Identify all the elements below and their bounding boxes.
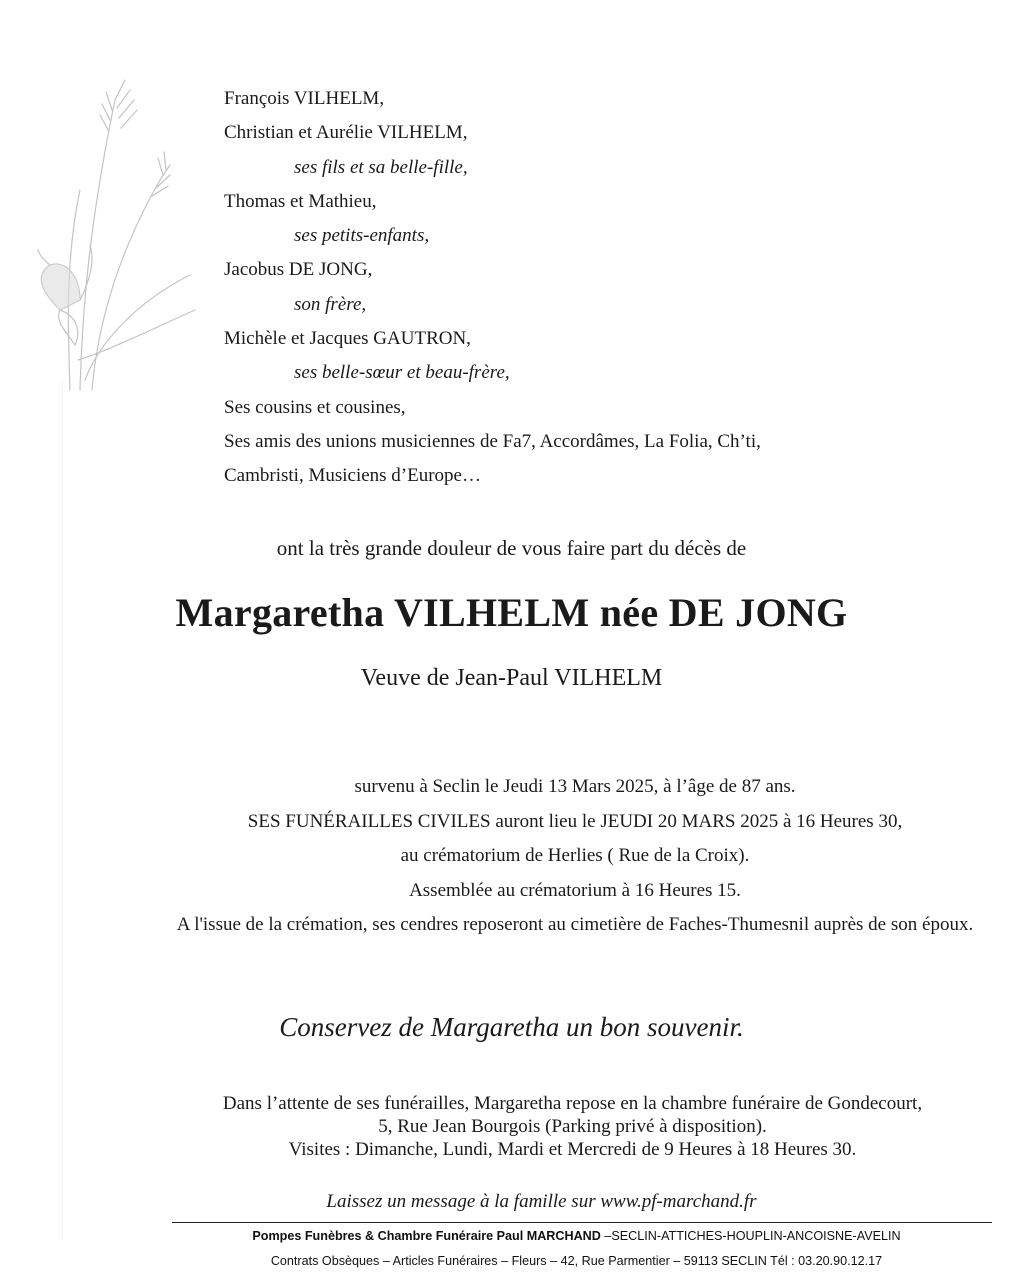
resting-line: Visites : Dimanche, Lundi, Mardi et Mercredi de 9 Heures à 18 Heures 30. (288, 1139, 857, 1160)
family-relation: son frère, (294, 293, 367, 315)
message-link[interactable]: Laissez un message à la famille sur www.pf-marchand.fr (326, 1191, 757, 1212)
family-relation: ses fils et sa belle-fille, (294, 156, 468, 178)
footer-divider (172, 1222, 992, 1223)
family-line: François VILHELM, (224, 88, 385, 109)
family-relation: ses petits-enfants, (294, 225, 430, 247)
detail-line: SES FUNÉRAILLES CIVILES auront lieu le JEUDI 20 MARS 2025 à 16 Heures 30, (247, 810, 903, 832)
family-line: Christian et Aurélie VILHELM, (224, 122, 468, 144)
resting-info (150, 1092, 995, 1161)
lily-wheat-illustration (20, 60, 220, 400)
family-list (224, 85, 864, 497)
keep-memory-line: Conservez de Margaretha un bon souvenir. (279, 1012, 744, 1042)
detail-line: A l'issue de la crémation, ses cendres reposeront au cimetière de Faches-Thumesnil auprès de son époux. (176, 914, 974, 935)
funeral-details (145, 772, 1005, 945)
family-line: Cambristi, Musiciens d’Europe… (224, 465, 481, 487)
family-line: Ses amis des unions musiciennes de Fa7, Accordâmes, La Folia, Ch’ti, (224, 430, 761, 452)
deceased-name: Margaretha VILHELM née DE JONG (175, 590, 848, 635)
family-line: Thomas et Mathieu, (224, 190, 377, 212)
family-line: Michèle et Jacques GAUTRON, (224, 328, 471, 350)
announcement: ont la très grande douleur de vous faire part du décès de (276, 536, 747, 560)
resting-line: 5, Rue Jean Bourgois (Parking privé à disposition). (378, 1116, 767, 1137)
detail-line: Assemblée au crématorium à 16 Heures 15. (409, 879, 741, 901)
resting-line: Dans l’attente de ses funérailles, Margaretha repose en la chambre funéraire de Gondecourt, (222, 1093, 923, 1114)
detail-line: au crématorium de Herlies ( Rue de la Croix). (400, 845, 750, 866)
family-line: Ses cousins et cousines, (224, 396, 406, 418)
detail-line: survenu à Seclin le Jeudi 13 Mars 2025, à l’âge de 87 ans. (354, 776, 796, 797)
family-relation: ses belle-sœur et beau-frère, (294, 362, 510, 384)
widow-of: Veuve de Jean-Paul VILHELM (360, 665, 663, 691)
footer-company-line (130, 1229, 1023, 1243)
family-line: Jacobus DE JONG, (224, 259, 373, 281)
left-faint-line (62, 380, 63, 1240)
company-towns: –SECLIN-ATTICHES-HOUPLIN-ANCOISNE-AVELIN (600, 1229, 901, 1243)
footer-services-line: Contrats Obsèques – Articles Funéraires – Fleurs – 42, Rue Parmentier – 59113 SECLIN Tél : 03.20.90.12.17 (270, 1254, 883, 1268)
company-name: Pompes Funèbres & Chambre Funéraire Paul MARCHAND (252, 1229, 601, 1243)
